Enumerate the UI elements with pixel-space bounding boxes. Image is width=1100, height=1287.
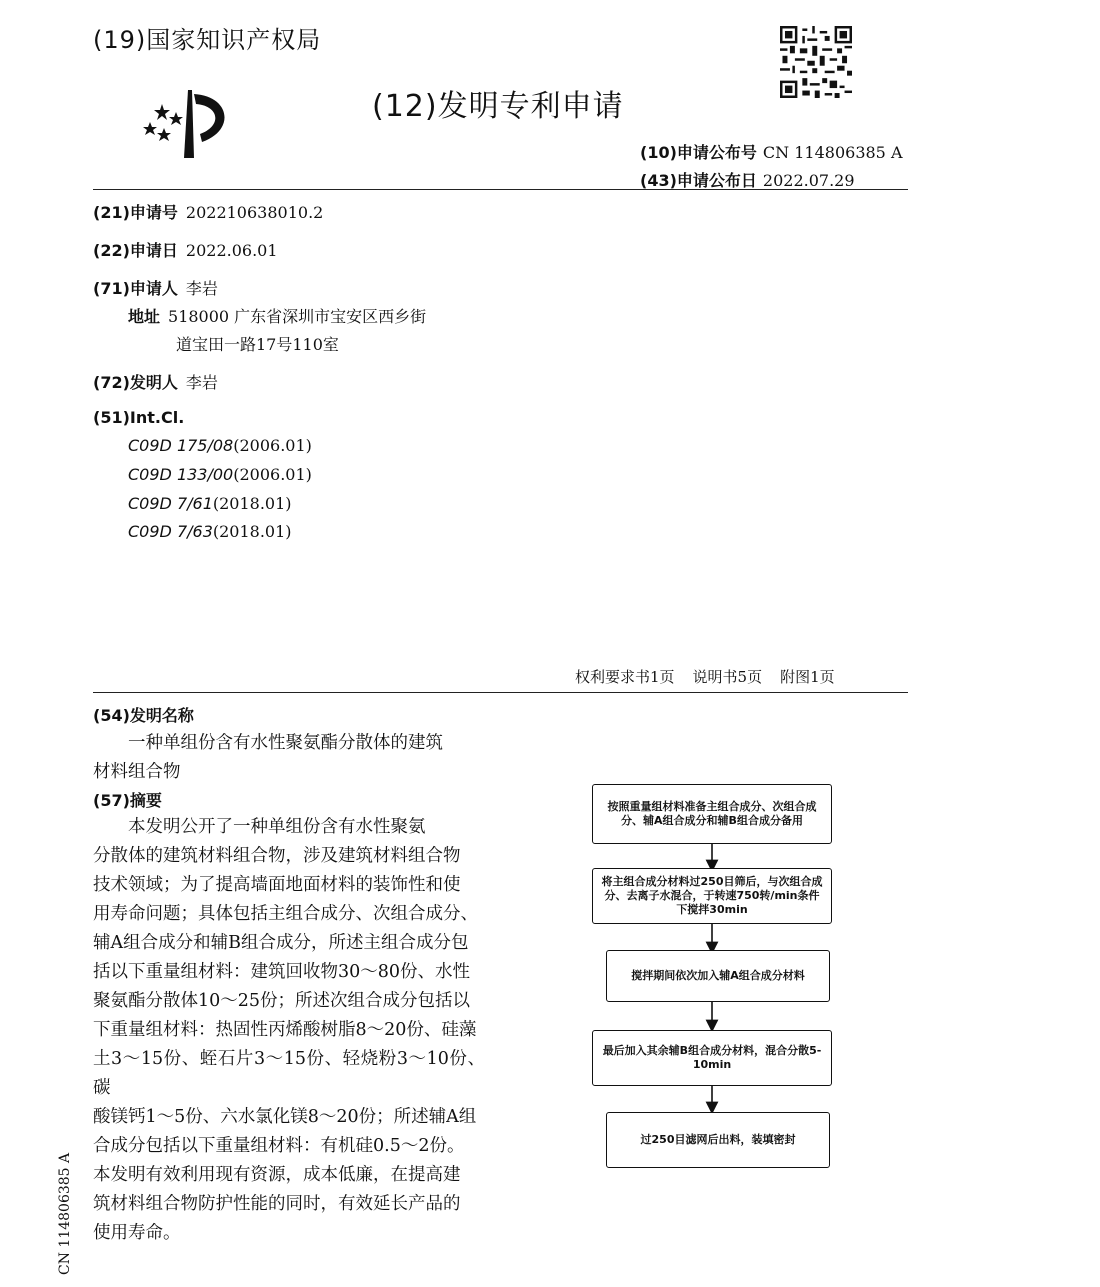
patent-office: (19)国家知识产权局 <box>93 26 322 54</box>
page-counts <box>575 666 853 687</box>
flow-step-1: 按照重量组材料准备主组合成分、次组合成分、辅A组合成分和辅B组合成分备用 <box>592 784 832 844</box>
flow-step-3: 搅拌期间依次加入辅A组合成分材料 <box>606 950 830 1002</box>
abstract-line: 用寿命问题；具体包括主组合成分、次组合成分、 <box>93 904 478 924</box>
application-date-row <box>93 238 278 261</box>
abstract-line: 分散体的建筑材料组合物，涉及建筑材料组合物 <box>93 846 461 866</box>
applicant-label: (71)申请人 <box>93 279 178 298</box>
abstract-label: (57)摘要 <box>93 791 162 810</box>
abstract-line: 本发明公开了一种单组份含有水性聚氨 <box>128 817 426 837</box>
flow-step-5: 过250目滤网后出料，装填密封 <box>606 1112 830 1168</box>
address-line-2: 道宝田一路17号110室 <box>176 335 339 354</box>
abstract-line: 土3～15份、蛭石片3～15份、轻烧粉3～10份、碳 <box>93 1049 485 1098</box>
int-cl-label: (51)Int.Cl. <box>93 408 185 427</box>
publication-date-row <box>640 168 855 191</box>
mid-divider <box>93 692 908 693</box>
description-pages: 说明书5页 <box>692 668 763 686</box>
abstract-line: 合成分包括以下重量组材料：有机硅0.5～2份。 <box>93 1136 465 1156</box>
abstract-line: 辅A组合成分和辅B组合成分，所述主组合成分包 <box>93 933 469 953</box>
inventor-label: (72)发明人 <box>93 373 178 392</box>
abstract-line: 使用寿命。 <box>93 1223 181 1243</box>
int-cl-row <box>93 408 184 427</box>
publication-date-label: (43)申请公布日 <box>640 171 757 190</box>
abstract-line: 本发明有效利用现有资源，成本低廉，在提高建 <box>93 1165 461 1185</box>
ipc-class: C09D 175/08 <box>128 436 234 455</box>
ipc-entry <box>128 494 292 513</box>
ipc-class: C09D 133/00 <box>128 465 234 484</box>
header-divider <box>93 189 908 190</box>
abstract-line: 括以下重量组材料：建筑回收物30～80份、水性 <box>93 962 471 982</box>
side-publication-number: CN 114806385 A <box>57 1152 73 1275</box>
abstract-label-row <box>93 788 162 811</box>
application-number-row <box>93 200 323 223</box>
ipc-entry <box>128 465 312 484</box>
abstract-text <box>93 813 485 1248</box>
application-date: 2022.06.01 <box>185 241 278 260</box>
application-date-label: (22)申请日 <box>93 241 178 260</box>
drawings-pages: 附图1页 <box>780 668 835 686</box>
applicant-name: 李岩 <box>185 279 218 298</box>
invention-title-label: (54)发明名称 <box>93 706 194 725</box>
publication-number-label: (10)申请公布号 <box>640 143 757 162</box>
document-type: (12)发明专利申请 <box>372 89 624 124</box>
ipc-class: C09D 7/63 <box>128 522 213 541</box>
publication-date: 2022.07.29 <box>762 171 855 190</box>
application-number: 202210638010.2 <box>185 203 324 222</box>
address-line-2-row <box>176 332 339 355</box>
ipc-entry <box>128 522 292 541</box>
cnipa-logo <box>140 84 240 162</box>
inventor-row <box>93 370 218 393</box>
applicant-row <box>93 276 218 299</box>
abstract-line: 筑材料组合物防护性能的同时，有效延长产品的 <box>93 1194 461 1214</box>
application-number-label: (21)申请号 <box>93 203 178 222</box>
ipc-version: (2018.01) <box>212 494 292 513</box>
abstract-line: 技术领域；为了提高墙面地面材料的装饰性和使 <box>93 875 461 895</box>
abstract-line: 酸镁钙1～5份、六水氯化镁8～20份；所述辅A组 <box>93 1107 477 1127</box>
publication-number: CN 114806385 A <box>762 143 903 162</box>
ipc-class: C09D 7/61 <box>128 494 213 513</box>
abstract-line: 下重量组材料：热固性丙烯酸树脂8～20份、硅藻 <box>93 1020 477 1040</box>
ipc-version: (2006.01) <box>233 465 312 484</box>
address-row <box>128 304 426 327</box>
publication-number-row <box>640 140 903 163</box>
invention-title-line-1: 一种单组份含有水性聚氨酯分散体的建筑 <box>128 733 443 753</box>
ipc-entry <box>128 436 312 455</box>
address-line-1: 518000 广东省深圳市宝安区西乡街 <box>168 307 427 326</box>
flow-step-4: 最后加入其余辅B组合成分材料，混合分散5-10min <box>592 1030 832 1086</box>
address-label: 地址 <box>128 307 161 326</box>
ipc-version: (2006.01) <box>233 436 312 455</box>
qr-code <box>780 26 852 98</box>
inventor-name: 李岩 <box>185 373 218 392</box>
ipc-version: (2018.01) <box>212 522 292 541</box>
abstract-line: 聚氨酯分散体10～25份；所述次组合成分包括以 <box>93 991 471 1011</box>
invention-title-label-row <box>93 703 194 726</box>
invention-title-line-2: 材料组合物 <box>93 762 181 782</box>
flow-step-2: 将主组合成分材料过250目筛后，与次组合成分、去离子水混合，于转速750转/min条件下搅拌30min <box>592 868 832 924</box>
claims-pages: 权利要求书1页 <box>575 668 675 686</box>
